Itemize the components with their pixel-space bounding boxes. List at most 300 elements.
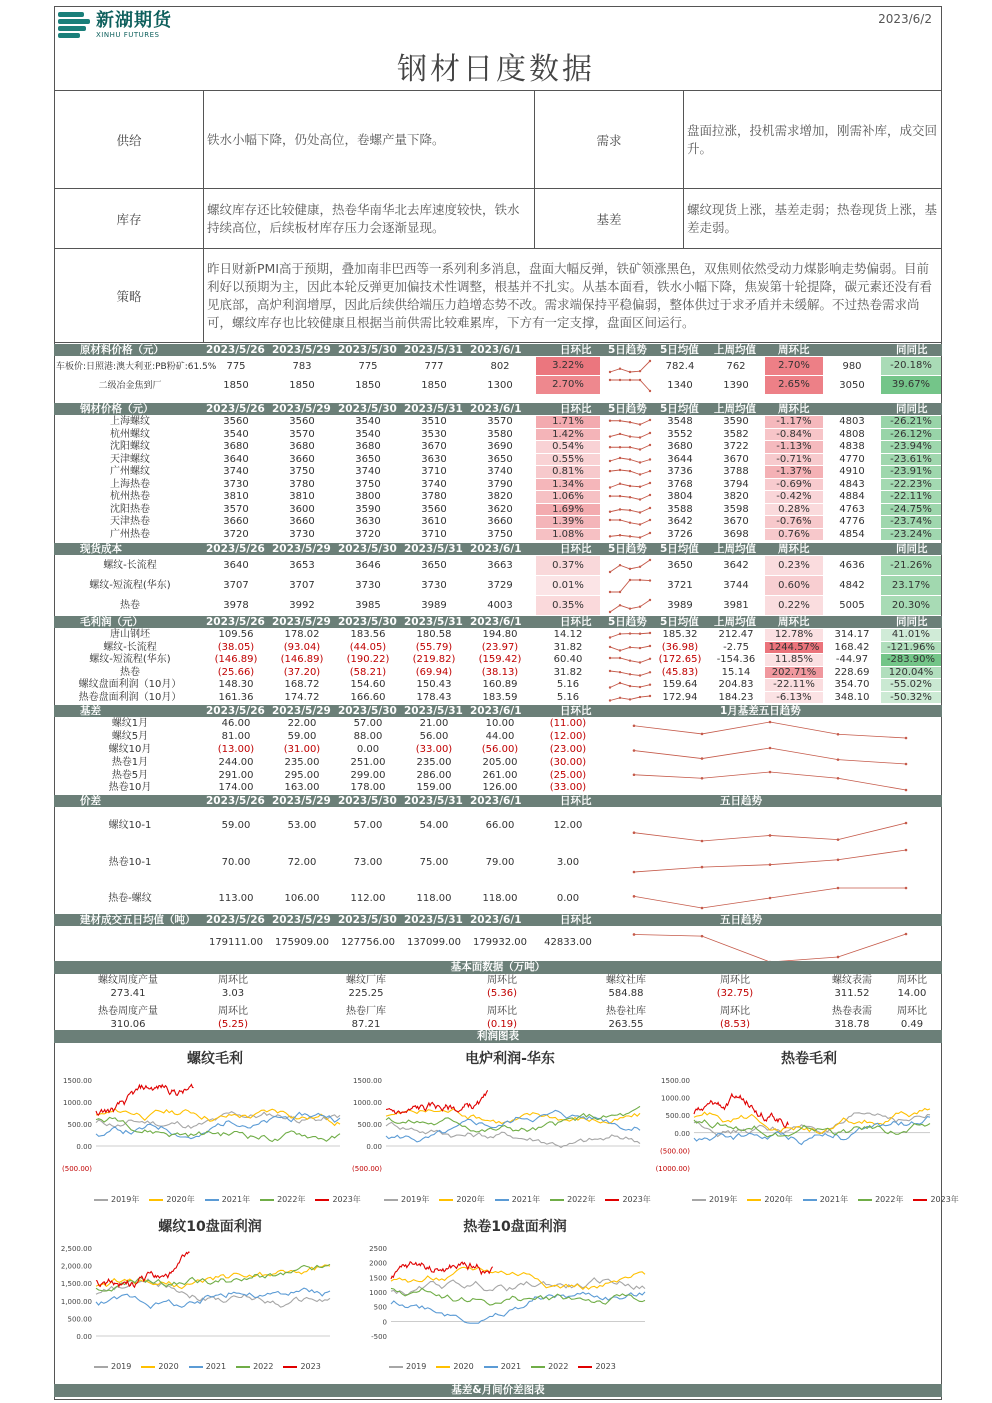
last-year-cell: 980 <box>842 360 862 372</box>
header-cell: 2023/5/30 <box>338 543 397 555</box>
profit-charts-header: 利润图表 <box>54 1030 942 1043</box>
avg5-cell: 3548 <box>667 416 693 428</box>
header-cell: 5日趋势 <box>608 344 647 356</box>
dod-cell: (33.00) <box>549 782 587 794</box>
y-tick-label: (1000.00) <box>655 1165 690 1173</box>
header-cell: 2023/5/26 <box>206 616 265 628</box>
y-tick-label: 0.00 <box>76 1333 92 1341</box>
wow-cell: -22.11% <box>765 679 823 691</box>
value-cell: 3729 <box>487 580 513 591</box>
value-cell: 3985 <box>355 600 381 611</box>
value-cell: 113.00 <box>218 893 254 905</box>
y-tick-label: 1000.00 <box>63 1099 92 1107</box>
header-cell: 2023/5/29 <box>272 914 331 926</box>
header-cell: 5日均值 <box>660 344 699 356</box>
value-cell: 3810 <box>289 491 315 503</box>
chart-legend <box>389 1362 616 1371</box>
y-tick-label: 0.00 <box>674 1129 690 1138</box>
legend-item: 2021年 <box>803 1194 848 1205</box>
dod-cell: 1.08% <box>536 529 600 541</box>
volume-cell: 127756.00 <box>340 937 396 948</box>
value-cell: 3820 <box>487 491 513 503</box>
row-label: 热卷盘面利润（10月） <box>78 691 182 703</box>
yoy-cell: 23.17% <box>881 576 941 595</box>
strategy-label: 策略 <box>55 249 204 343</box>
last-avg-cell: 3794 <box>723 478 749 490</box>
header-cell: 2023/5/31 <box>404 403 463 415</box>
avg5-cell: 3650 <box>667 560 693 571</box>
header-cell: 2023/5/26 <box>206 705 265 717</box>
row-label: 热卷 <box>120 666 140 678</box>
yoy-cell: -23.61% <box>881 454 941 466</box>
trend-sparkline <box>610 378 650 393</box>
y-tick-label: 1000.00 <box>661 1094 690 1103</box>
last-avg-cell: 184.23 <box>718 691 754 703</box>
wow-cell: 0.76% <box>765 529 823 541</box>
value-cell: 3790 <box>487 478 513 490</box>
dod-cell: (12.00) <box>549 731 587 743</box>
avg5-cell: 185.32 <box>662 629 698 641</box>
y-tick-label: 1000 <box>369 1289 387 1297</box>
value-cell: 3670 <box>421 441 447 453</box>
y-tick-label: 500.00 <box>67 1315 92 1324</box>
value-cell: 3978 <box>223 600 249 611</box>
value-cell: 3570 <box>223 503 249 515</box>
value-cell: 1850 <box>421 379 447 391</box>
fund-value: 263.55 <box>608 1019 644 1030</box>
header-cell: 周环比 <box>778 543 810 555</box>
yoy-cell: -26.21% <box>881 416 941 428</box>
row-label: 热卷-螺纹 <box>108 893 152 905</box>
avg5-cell: 1340 <box>667 379 693 391</box>
header-cell: 上周均值 <box>714 543 756 555</box>
trend-sparkline <box>610 656 650 665</box>
value-cell: 205.00 <box>482 756 518 768</box>
dod-cell: 1.39% <box>536 516 600 528</box>
legend-item: 2023 <box>578 1362 615 1371</box>
value-cell: 66.00 <box>485 820 515 832</box>
trend-point <box>633 749 636 752</box>
row-label: 二级冶金焦到厂 <box>98 380 162 391</box>
value-cell: 81.00 <box>221 731 251 743</box>
value-cell: 775 <box>358 360 378 372</box>
yoy-cell: -55.02% <box>881 679 941 691</box>
inventory-label: 库存 <box>55 189 204 249</box>
value-cell: 3800 <box>355 491 381 503</box>
trend-sparkline <box>610 468 650 477</box>
fund-label: 热卷表需 <box>832 1006 872 1017</box>
avg5-cell: 159.64 <box>662 679 698 691</box>
value-cell: 3560 <box>421 503 447 515</box>
profit-line-chart <box>62 1074 340 1214</box>
legend-item: 2021 <box>189 1362 226 1371</box>
dod-cell: (11.00) <box>549 718 587 730</box>
value-cell: 148.30 <box>218 679 254 691</box>
fund-value: 584.88 <box>608 988 644 999</box>
row-label: 沈阳热卷 <box>110 503 150 515</box>
legend-item: 2019 <box>94 1362 131 1371</box>
dod-cell: 5.16 <box>556 691 580 703</box>
profit-chart-title: 电炉利润-华东 <box>465 1051 555 1067</box>
yoy-cell: -121.96% <box>881 642 941 654</box>
wow-cell: -6.13% <box>765 692 823 704</box>
fund-value: 225.25 <box>348 988 384 999</box>
row-label: 螺纹-长流程 <box>103 641 157 653</box>
row-label: 沈阳螺纹 <box>110 441 150 453</box>
y-tick-label: (500.00) <box>352 1165 382 1173</box>
dod-cell: 31.82 <box>553 641 583 653</box>
trend-sparkline <box>610 578 650 594</box>
value-cell: 10.00 <box>485 718 515 730</box>
trend-sparkline <box>610 694 650 703</box>
wow-cell: 2.65% <box>765 376 823 394</box>
value-cell: 244.00 <box>218 756 254 768</box>
last-year-cell: -44.97 <box>835 654 869 666</box>
trend-point <box>837 777 840 780</box>
value-cell: 163.00 <box>284 782 320 794</box>
yoy-cell: -20.18% <box>881 357 941 375</box>
value-cell: 160.89 <box>482 679 518 691</box>
dod-cell: (23.00) <box>549 744 587 755</box>
header-cell: 日环比 <box>560 616 592 628</box>
value-cell: 3740 <box>487 466 513 478</box>
series-line <box>391 1267 645 1289</box>
value-cell: 73.00 <box>353 856 383 868</box>
value-cell: 178.00 <box>350 782 386 794</box>
value-cell: 178.43 <box>416 691 452 703</box>
trend-sparkline <box>610 431 650 440</box>
value-cell: 3710 <box>421 466 447 478</box>
yoy-cell: 41.01% <box>881 629 941 641</box>
trend-sparkline <box>610 558 650 574</box>
header-cell: 2023/5/26 <box>206 344 265 356</box>
trend-sparkline <box>610 669 650 678</box>
value-cell: 3992 <box>289 600 315 611</box>
y-tick-label: 0 <box>382 1318 387 1327</box>
value-cell: 3570 <box>487 416 513 428</box>
value-cell: 183.59 <box>482 691 518 703</box>
wow-cell: 0.22% <box>765 596 823 615</box>
fund-value: (32.75) <box>716 988 754 999</box>
trend-sparkline <box>610 481 650 490</box>
value-cell: 112.00 <box>350 893 386 905</box>
value-cell: 159.00 <box>416 782 452 794</box>
legend-item: 2023年 <box>913 1194 958 1205</box>
value-cell: 783 <box>292 360 312 372</box>
trend-line <box>634 823 906 841</box>
y-tick-label: 2500 <box>369 1245 387 1253</box>
value-cell: 3653 <box>289 560 315 571</box>
y-tick-label: 1500.00 <box>353 1077 382 1085</box>
row-label: 天津螺纹 <box>110 453 150 465</box>
report-date: 2023/6/2 <box>878 12 932 26</box>
value-cell: 56.00 <box>419 731 449 743</box>
fund-label: 热卷社库 <box>606 1006 646 1017</box>
value-cell: 3707 <box>223 580 249 591</box>
value-cell: (159.42) <box>478 654 522 666</box>
value-cell: 3610 <box>421 516 447 528</box>
value-cell: 57.00 <box>353 820 383 832</box>
dod-cell: (30.00) <box>549 756 587 768</box>
header-cell: 2023/5/29 <box>272 344 331 356</box>
last-avg-cell: 3642 <box>723 560 749 571</box>
value-cell: (44.05) <box>349 641 387 653</box>
last-avg-cell: 3590 <box>723 416 749 428</box>
header-cell: 日环比 <box>560 403 592 415</box>
legend-item: 2020 <box>141 1362 178 1371</box>
header-cell: 日环比 <box>560 344 592 356</box>
dod-cell: 3.00 <box>556 856 580 868</box>
value-cell: (219.82) <box>412 654 456 666</box>
row-label: 杭州热卷 <box>110 491 150 503</box>
header-cell: 2023/5/30 <box>338 616 397 628</box>
profit-chart-title: 热卷10盘面利润 <box>463 1219 567 1235</box>
value-cell: 3750 <box>289 466 315 478</box>
value-cell: (55.79) <box>415 641 453 653</box>
value-cell: (146.89) <box>280 654 324 666</box>
series-line <box>96 1109 340 1126</box>
value-cell: 802 <box>490 360 510 372</box>
value-cell: 59.00 <box>221 820 251 832</box>
value-cell: 194.80 <box>482 629 518 641</box>
wow-cell: -0.76% <box>765 516 823 528</box>
last-year-cell: 4776 <box>839 516 865 528</box>
row-label: 螺纹1月 <box>111 718 149 730</box>
fund-label: 螺纹厂库 <box>346 975 386 986</box>
value-cell: (25.66) <box>217 666 255 678</box>
value-cell: 53.00 <box>287 820 317 832</box>
trend-point <box>837 758 840 761</box>
value-cell: 3730 <box>289 528 315 540</box>
dod-cell: 1.42% <box>536 429 600 441</box>
legend-item: 2020年 <box>439 1194 484 1205</box>
logo-subtext: XINHU FUTURES <box>96 31 160 39</box>
trend-sparkline <box>610 456 650 465</box>
trend-point <box>769 863 772 866</box>
chart-legend <box>94 1362 321 1371</box>
profit-chart-title: 螺纹10盘面利润 <box>158 1219 262 1235</box>
fund-label: 周环比 <box>218 975 248 986</box>
trend-point <box>769 721 772 724</box>
spread-trend-chart <box>604 808 934 918</box>
avg5-cell: (36.98) <box>661 641 699 653</box>
trend-line <box>634 722 906 738</box>
trend-point <box>837 887 840 890</box>
fund-value: 3.03 <box>221 988 245 999</box>
row-label: 广州螺纹 <box>110 466 150 478</box>
demand-label: 需求 <box>535 91 684 189</box>
value-cell: 291.00 <box>218 769 254 781</box>
chart-legend <box>692 1194 959 1205</box>
header-cell: 钢材价格（元） <box>80 403 154 415</box>
header-cell: 2023/5/31 <box>404 795 463 807</box>
value-cell: 3590 <box>355 503 381 515</box>
header-cell: 毛利润（元） <box>80 616 143 628</box>
wow-cell: 1244.57% <box>765 642 823 654</box>
trend-point <box>837 733 840 736</box>
value-cell: 106.00 <box>284 893 320 905</box>
trend-point <box>701 866 704 869</box>
dod-cell: 12.00 <box>553 820 583 832</box>
avg5-cell: 3726 <box>667 528 693 540</box>
legend-item: 2022年 <box>550 1194 595 1205</box>
value-cell: 3600 <box>289 503 315 515</box>
trend-sparkline <box>610 531 650 540</box>
trend-point <box>633 773 636 776</box>
value-cell: 3810 <box>223 491 249 503</box>
last-avg-cell: 3670 <box>723 516 749 528</box>
cost-header <box>54 543 942 555</box>
avg5-cell: 3989 <box>667 600 693 611</box>
yoy-cell: -50.32% <box>881 692 941 704</box>
basis-charts-header: 基差&月间价差图表 <box>54 1384 942 1397</box>
y-tick-label: -500 <box>371 1333 387 1341</box>
value-cell: 3690 <box>487 441 513 453</box>
series-line <box>96 1252 190 1287</box>
avg5-cell: 3552 <box>667 428 693 440</box>
value-cell: 174.00 <box>218 782 254 794</box>
trend-line <box>634 748 906 764</box>
value-cell: 3560 <box>289 416 315 428</box>
series-line <box>96 1264 330 1291</box>
logo <box>58 10 172 40</box>
header-cell: 2023/5/31 <box>404 914 463 926</box>
yoy-cell: 39.67% <box>881 376 941 394</box>
avg5-cell: 3644 <box>667 453 693 465</box>
fund-label: 螺纹社库 <box>606 975 646 986</box>
legend-item: 2019年 <box>384 1194 429 1205</box>
header-cell: 同同比 <box>896 403 928 415</box>
trend-sparkline <box>610 359 650 374</box>
yoy-cell: -21.26% <box>881 556 941 575</box>
value-cell: 3630 <box>421 453 447 465</box>
dod-cell: 0.81% <box>536 466 600 478</box>
y-tick-label: 1000.00 <box>353 1099 382 1107</box>
legend-item: 2021年 <box>205 1194 250 1205</box>
header-cell: 2023/5/26 <box>206 914 265 926</box>
value-cell: 3650 <box>355 453 381 465</box>
volume-dod-cell: 42833.00 <box>544 937 592 948</box>
row-label: 广州热卷 <box>110 528 150 540</box>
last-year-cell: 5005 <box>839 600 865 611</box>
value-cell: 21.00 <box>419 718 449 730</box>
summary-table <box>54 90 942 343</box>
wow-cell: 2.70% <box>765 357 823 375</box>
value-cell: 178.02 <box>284 629 320 641</box>
value-cell: 777 <box>424 360 444 372</box>
wow-cell: -0.42% <box>765 491 823 503</box>
trend-point <box>633 831 636 834</box>
wow-cell: -1.17% <box>765 416 823 428</box>
value-cell: 118.00 <box>482 893 518 905</box>
value-cell: (13.00) <box>217 744 255 755</box>
last-year-cell: 4770 <box>839 453 865 465</box>
last-year-cell: 4808 <box>839 428 865 440</box>
header-cell: 5日均值 <box>660 543 699 555</box>
value-cell: 88.00 <box>353 731 383 743</box>
value-cell: 3780 <box>289 478 315 490</box>
last-avg-cell: 3788 <box>723 466 749 478</box>
wow-cell: -1.13% <box>765 441 823 453</box>
value-cell: 299.00 <box>350 769 386 781</box>
basis-label: 基差 <box>535 189 684 249</box>
value-cell: 79.00 <box>485 856 515 868</box>
value-cell: 44.00 <box>485 731 515 743</box>
series-line <box>386 1090 488 1114</box>
value-cell: 3660 <box>289 516 315 528</box>
value-cell: 3640 <box>223 453 249 465</box>
header-cell: 价差 <box>80 795 101 807</box>
dod-cell: 1.71% <box>536 416 600 428</box>
avg5-cell: (172.65) <box>658 654 702 666</box>
trend-line <box>634 850 906 872</box>
wow-cell: 0.60% <box>765 576 823 595</box>
value-cell: 126.00 <box>482 782 518 794</box>
value-cell: 3730 <box>355 580 381 591</box>
value-cell: 3707 <box>289 580 315 591</box>
value-cell: (33.00) <box>415 744 453 755</box>
last-year-cell: 228.69 <box>834 666 870 678</box>
series-line <box>96 1112 340 1138</box>
y-tick-label: 1500 <box>369 1274 387 1283</box>
fund-value: (8.53) <box>719 1019 751 1030</box>
wow-cell: -0.69% <box>765 479 823 491</box>
yoy-cell: -283.90% <box>881 654 941 666</box>
header-cell: 五日趋势 <box>720 914 762 926</box>
series-line <box>386 1122 640 1147</box>
value-cell: 3750 <box>487 528 513 540</box>
wow-cell: -0.84% <box>765 429 823 441</box>
trend-point <box>905 737 908 740</box>
volume-cell: 179932.00 <box>472 937 528 948</box>
header-cell: 2023/5/30 <box>338 705 397 717</box>
spread-header <box>54 795 942 807</box>
row-label: 螺纹-短流程(华东) <box>89 580 171 591</box>
legend-item: 2022年 <box>260 1194 305 1205</box>
avg5-cell: 172.94 <box>662 691 698 703</box>
yoy-cell: -26.12% <box>881 429 941 441</box>
legend-item: 2022年 <box>858 1194 903 1205</box>
trend-point <box>701 840 704 843</box>
value-cell: 180.58 <box>416 629 452 641</box>
value-cell: 3989 <box>421 600 447 611</box>
value-cell: 3580 <box>487 428 513 440</box>
header-cell: 周环比 <box>778 403 810 415</box>
value-cell: 286.00 <box>416 769 452 781</box>
y-tick-label: 500 <box>373 1303 387 1312</box>
strategy-text: 昨日财新PMI高于预期，叠加南非巴西等一系列利多消息，盘面大幅反弹，铁矿领涨黑色，双焦则依然受动力煤影响走势偏弱。目前利好以预期为主，因此本轮反弹更加偏技术性调整，根基并不扎实。从基本面看，铁水小幅下降，焦炭第十轮提降，碳元素还没有看见底部，高炉利润增厚，因此后续供给端压力趋增态势不改。需求端保持平稳偏弱，整体供过于求矛盾并未缓解。不过热卷需求尚可，螺纹库存也比较健康且根据当前供需比较难累库，下方有一定支撑，盘面区间运行。 <box>204 249 942 343</box>
legend-item: 2020年 <box>747 1194 792 1205</box>
value-cell: 1850 <box>289 379 315 391</box>
trend-point <box>905 849 908 852</box>
raw-header <box>54 344 942 356</box>
row-label: 热卷 <box>120 600 140 611</box>
last-year-cell: 354.70 <box>834 679 870 691</box>
value-cell: 3780 <box>421 491 447 503</box>
wow-cell: 11.85% <box>765 654 823 666</box>
trend-point <box>769 834 772 837</box>
header-cell: 日环比 <box>560 705 592 717</box>
last-avg-cell: 3670 <box>723 453 749 465</box>
profit-line-chart <box>60 1242 330 1382</box>
header-cell: 2023/5/30 <box>338 795 397 807</box>
basis-header <box>54 705 942 717</box>
value-cell: 161.36 <box>218 691 254 703</box>
header-cell: 5日趋势 <box>608 403 647 415</box>
row-label: 杭州螺纹 <box>110 428 150 440</box>
header-cell: 2023/6/1 <box>470 543 522 555</box>
header-cell: 2023/6/1 <box>470 403 522 415</box>
